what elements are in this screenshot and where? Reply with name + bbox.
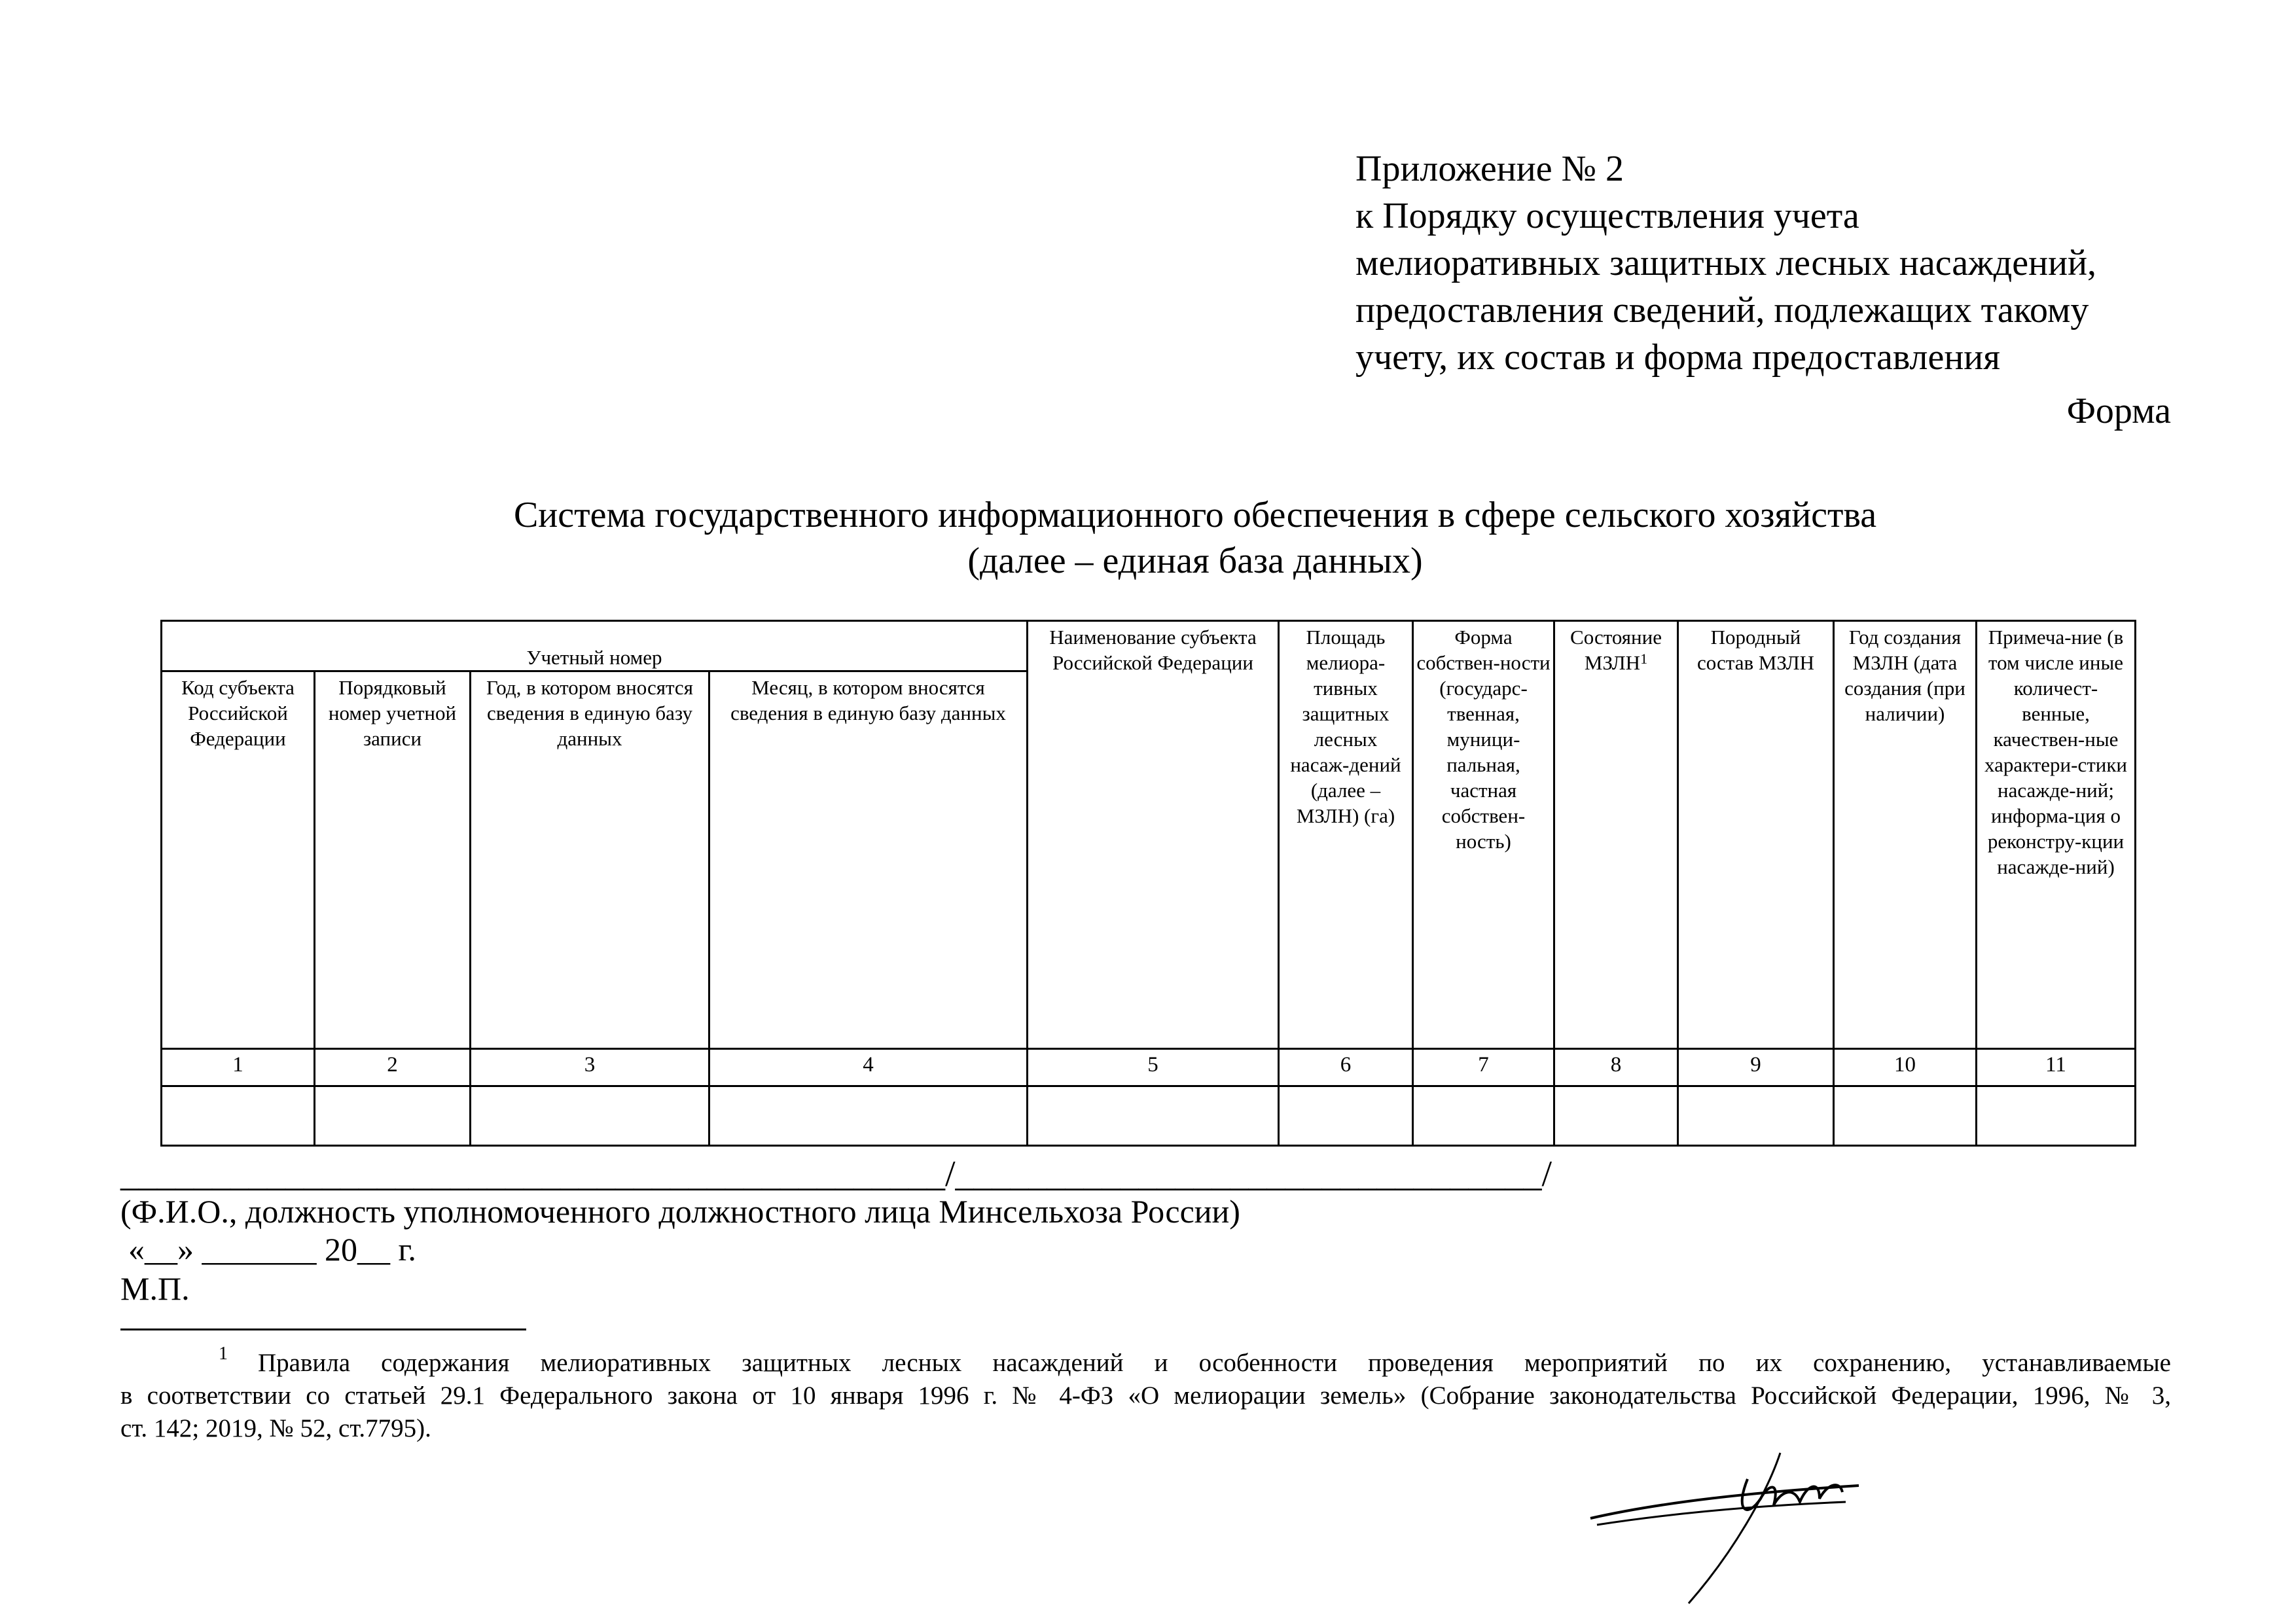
appendix-line: учету, их состав и форма предоставления: [1355, 337, 2001, 378]
empty-cell[interactable]: [1554, 1086, 1678, 1146]
empty-cell[interactable]: [162, 1086, 315, 1146]
col-number: 8: [1554, 1049, 1678, 1086]
header-col-7: Форма собствен-ности (государс-твенная, муници-пальная, частная собствен-ность): [1413, 621, 1554, 1049]
empty-cell[interactable]: [1279, 1086, 1413, 1146]
document-title: [0, 492, 2296, 584]
empty-cell[interactable]: [1028, 1086, 1279, 1146]
col-number: 4: [709, 1049, 1028, 1086]
empty-cell[interactable]: [1977, 1086, 2136, 1146]
footnote-ref: 1: [1640, 651, 1648, 667]
footnote-line-2: в соответствии со статьей 29.1 Федерального закона от 10 января 1996 г. № 4-ФЗ «О мелиорации земель» (Собрание законодательства Российской Федерации, 1996, № 3,: [120, 1382, 2171, 1410]
appendix-line: предоставления сведений, подлежащих такому: [1355, 290, 2089, 330]
header-col-8: [1554, 621, 1678, 1049]
col-number: 3: [471, 1049, 709, 1086]
handwritten-signature: [1584, 1440, 1872, 1610]
stamp-label: М.П.: [120, 1270, 190, 1307]
registry-table: [160, 620, 2136, 1147]
empty-cell[interactable]: [471, 1086, 709, 1146]
header-col-4: Месяц, в котором вносятся сведения в единую базу данных: [709, 671, 1028, 1049]
empty-cell[interactable]: [709, 1086, 1028, 1146]
title-line-1: Система государственного информационного обеспечения в сфере сельского хозяйства: [513, 495, 1877, 535]
table-row: [162, 1086, 2136, 1146]
header-col-11: Примеча-ние (в том числе иные количест-венные, качествен-ные характери-стики насажде-ний; информа-ция о реконстру-кции насажде-ний): [1977, 621, 2136, 1049]
appendix-line: Приложение № 2: [1355, 149, 1624, 189]
appendix-header: [1355, 145, 2096, 381]
col-number: 10: [1834, 1049, 1977, 1086]
header-col-8-text: Состояние МЗЛН: [1570, 626, 1662, 674]
header-account-number: Учетный номер: [162, 621, 1028, 671]
col-number: 11: [1977, 1049, 2136, 1086]
col-number: 6: [1279, 1049, 1413, 1086]
header-col-3: Год, в котором вносятся сведения в единую базу данных: [471, 671, 709, 1049]
header-col-9: Породный состав МЗЛН: [1678, 621, 1834, 1049]
header-col-10: Год создания МЗЛН (дата создания (при наличии): [1834, 621, 1977, 1049]
form-label: Форма: [2066, 391, 2171, 431]
appendix-line: мелиоративных защитных лесных насаждений,: [1355, 243, 2097, 283]
col-number: 1: [162, 1049, 315, 1086]
empty-cell[interactable]: [315, 1086, 471, 1146]
header-col-6: Площадь мелиора-тивных защитных лесных насаж-дений (далее – МЗЛН) (га): [1279, 621, 1413, 1049]
col-number: 9: [1678, 1049, 1834, 1086]
col-number: 2: [315, 1049, 471, 1086]
empty-cell[interactable]: [1413, 1086, 1554, 1146]
footnote-rule: [120, 1329, 526, 1330]
date-line: «__» _______ 20__ г.: [128, 1231, 416, 1268]
footnote-line-1: Правила содержания мелиоративных защитных лесных насаждений и особенности проведения мероприятий по их сохранению, устанавливаемые: [258, 1349, 2171, 1377]
header-col-2: Порядковый номер учетной записи: [315, 671, 471, 1049]
col-number: 7: [1413, 1049, 1554, 1086]
appendix-line: к Порядку осуществления учета: [1355, 196, 1859, 236]
signature-lines: _____________________________________________/________________________________/: [120, 1154, 1552, 1194]
col-number: 5: [1028, 1049, 1279, 1086]
header-col-5: Наименование субъекта Российской Федерации: [1028, 621, 1279, 1049]
title-line-2: (далее – единая база данных): [967, 541, 1423, 581]
signature-caption: (Ф.И.О., должность уполномоченного должностного лица Минсельхоза России): [120, 1193, 1240, 1230]
header-col-1: Код субъекта Российской Федерации: [162, 671, 315, 1049]
empty-cell[interactable]: [1678, 1086, 1834, 1146]
footnote-mark: 1: [219, 1344, 228, 1364]
empty-cell[interactable]: [1834, 1086, 1977, 1146]
footnote-line-3: ст. 142; 2019, № 52, ст.7795).: [120, 1414, 431, 1442]
footnote: [120, 1344, 2171, 1445]
